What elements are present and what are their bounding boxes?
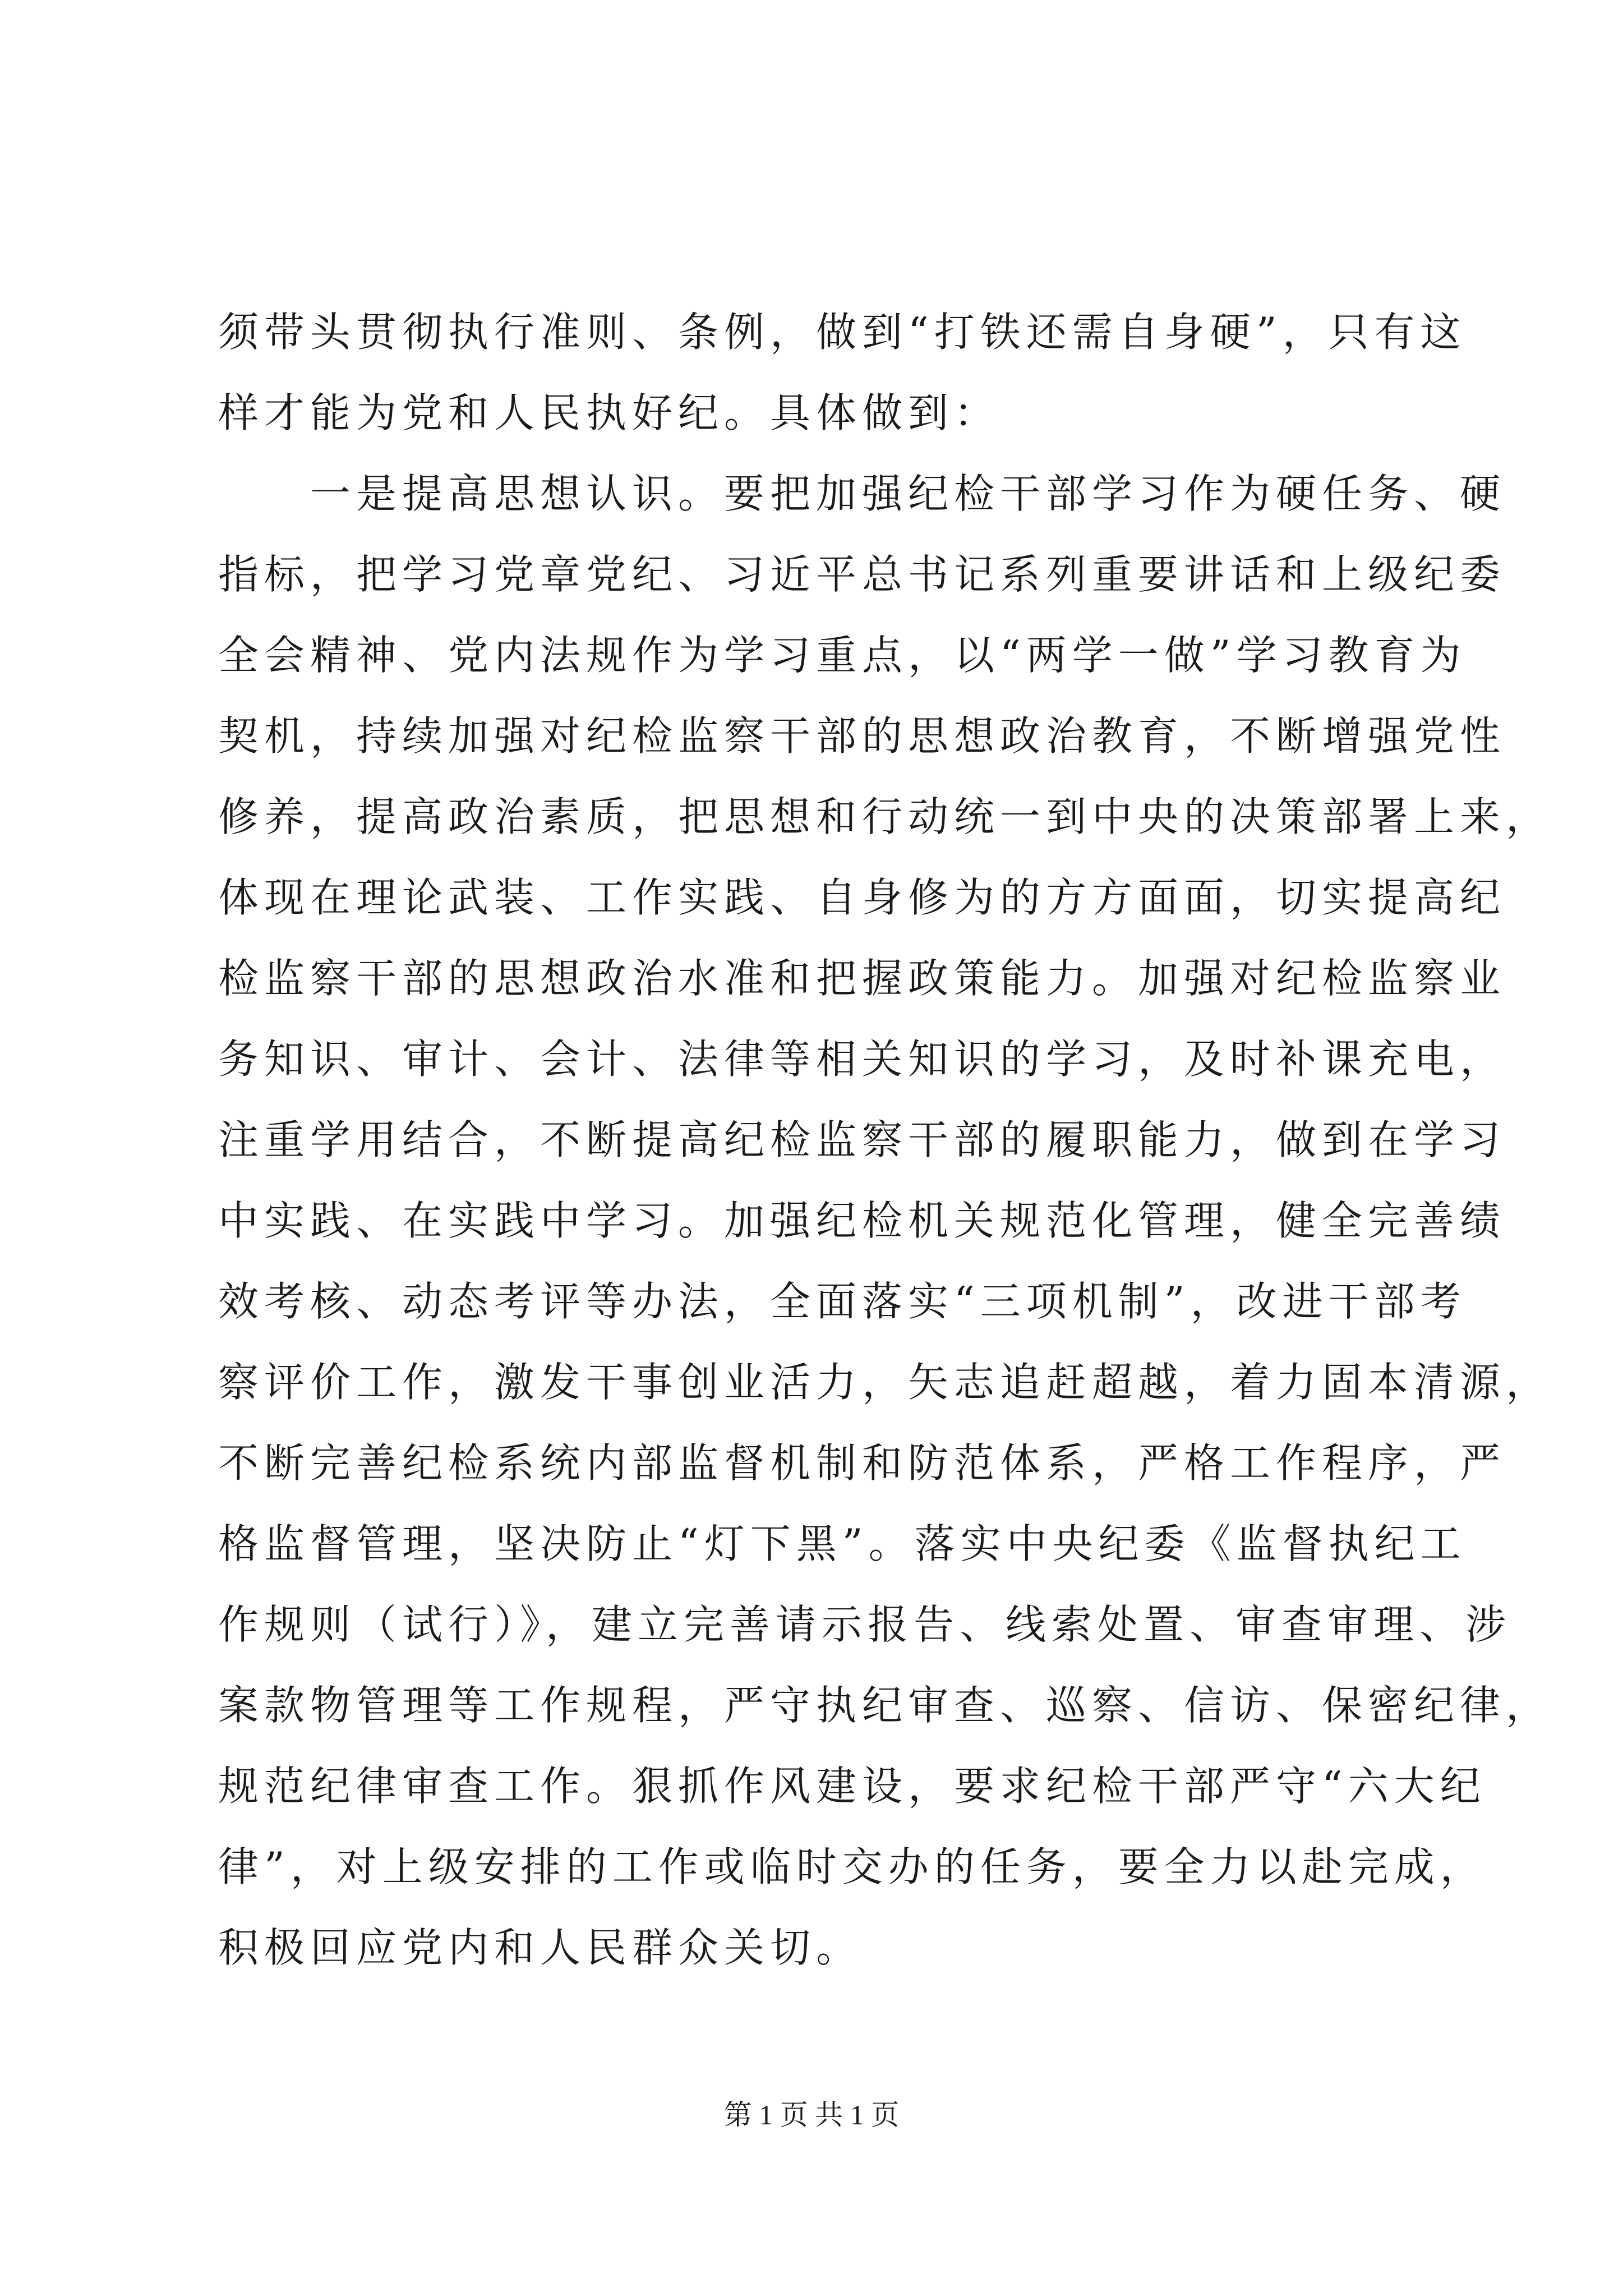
page-number-footer: 第 1 页 共 1 页	[723, 2099, 900, 2131]
text-line-20: 律”，对上级安排的工作或临时交办的任务，要全力以赴完成，	[218, 1843, 1486, 1890]
text-line-2: 样才能为党和人民执好纪。具体做到：	[218, 389, 1000, 436]
text-line-3: 一是提高思想认识。要把加强纪检干部学习作为硬任务、硬	[310, 470, 1506, 517]
text-line-10: 务知识、审计、会计、法律等相关知识的学习，及时补课充电，	[218, 1036, 1506, 1083]
text-line-17: 作规则（试行）》，建立完善请示报告、线索处置、审查审理、涉	[218, 1601, 1512, 1648]
text-line-4: 指标，把学习党章党纪、习近平总书记系列重要讲话和上级纪委	[218, 551, 1506, 598]
text-line-8: 体现在理论武装、工作实践、自身修为的方方面面，切实提高纪	[218, 874, 1506, 921]
text-line-1: 须带头贯彻执行准则、条例，做到“打铁还需自身硬”，只有这	[218, 309, 1467, 356]
text-line-12: 中实践、在实践中学习。加强纪检机关规范化管理，健全完善绩	[218, 1197, 1506, 1244]
text-line-7: 修养，提高政治素质，把思想和行动统一到中央的决策部署上来，	[218, 793, 1552, 840]
text-line-18: 案款物管理等工作规程，严守执纪审查、巡察、信访、保密纪律，	[218, 1682, 1552, 1729]
text-line-15: 不断完善纪检系统内部监督机制和防范体系，严格工作程序，严	[218, 1439, 1506, 1487]
text-line-6: 契机，持续加强对纪检监察干部的思想政治教育，不断增强党性	[218, 712, 1506, 760]
text-line-19: 规范纪律审查工作。狠抓作风建设，要求纪检干部严守“六大纪	[218, 1763, 1486, 1810]
text-line-9: 检监察干部的思想政治水准和把握政策能力。加强对纪检监察业	[218, 955, 1506, 1002]
text-line-11: 注重学用结合，不断提高纪检监察干部的履职能力，做到在学习	[218, 1116, 1506, 1163]
body-text	[218, 292, 1552, 1988]
text-line-5: 全会精神、党内法规作为学习重点，以“两学一做”学习教育为	[218, 632, 1467, 679]
text-line-16: 格监督管理，坚决防止“灯下黑”。落实中央纪委《监督执纪工	[218, 1520, 1467, 1567]
text-line-21: 积极回应党内和人民群众关切。	[218, 1924, 863, 1971]
text-line-14: 察评价工作，激发干事创业活力，矢志追赶超越，着力固本清源，	[218, 1359, 1552, 1406]
text-line-13: 效考核、动态考评等办法，全面落实“三项机制”，改进干部考	[218, 1278, 1467, 1325]
